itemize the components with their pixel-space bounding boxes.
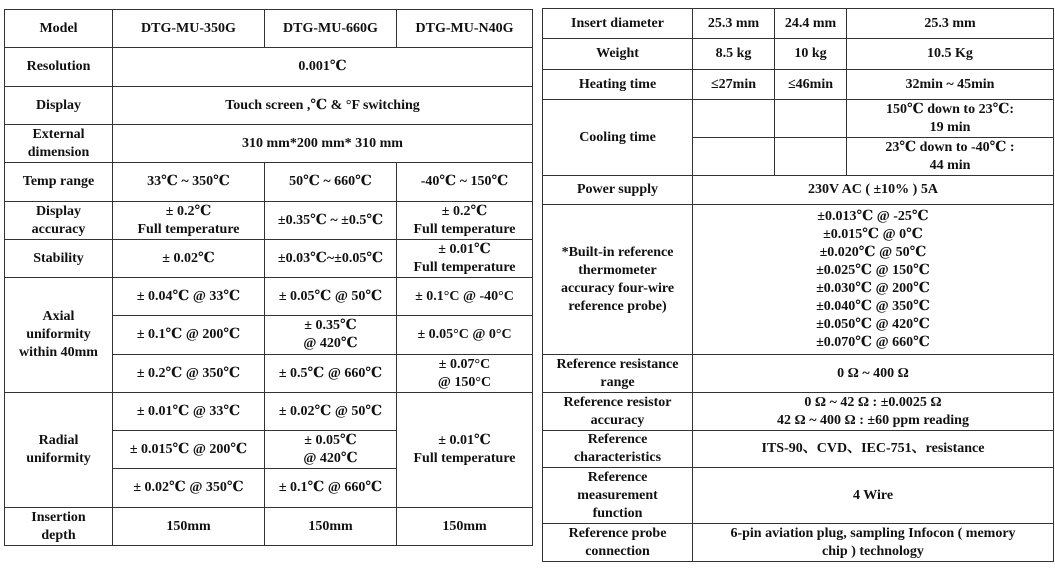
heating-time-350g: ≤27min: [693, 70, 775, 100]
stability-350g: ± 0.02℃: [113, 240, 265, 278]
stability-n40g: ± 0.01℃ Full temperature: [397, 240, 533, 278]
header-row: [5, 10, 533, 48]
ref-measurement-label: Reference measurement function: [543, 468, 693, 524]
ref-accuracy-value: 0 Ω ~ 42 Ω : ±0.0025 Ω 42 Ω ~ 400 Ω : ±60 ppm reading: [693, 393, 1054, 431]
insert-diameter-660g: 24.4 mm: [775, 9, 847, 39]
axial-cell: ± 0.1°C @ -40°C: [397, 278, 533, 316]
cooling-time-empty: [775, 100, 847, 138]
ref-accuracy-label: Reference resistor accuracy: [543, 393, 693, 431]
model-350g: DTG-MU-350G: [113, 10, 265, 48]
model-660g: DTG-MU-660G: [265, 10, 397, 48]
radial-cell: ± 0.05℃ @ 420℃: [265, 431, 397, 469]
resolution-label: Resolution: [5, 48, 113, 87]
display-row: [5, 87, 533, 125]
temp-range-350g: 33℃ ~ 350℃: [113, 163, 265, 202]
ref-measurement-value: 4 Wire: [693, 468, 1054, 524]
ref-resistance-value: 0 Ω ~ 400 Ω: [693, 355, 1054, 393]
insertion-depth-row: [5, 508, 533, 546]
temp-range-row: [5, 163, 533, 202]
radial-cell: ± 0.015℃ @ 200℃: [113, 431, 265, 469]
power-supply-row: [543, 176, 1054, 205]
insert-diameter-label: Insert diameter: [543, 9, 693, 39]
builtin-ref-row: [543, 205, 1054, 355]
left-spec-table: [4, 9, 533, 546]
dimension-row: [5, 125, 533, 163]
axial-cell: ± 0.05°C @ 0°C: [397, 316, 533, 355]
display-accuracy-label: Display accuracy: [5, 202, 113, 240]
temp-range-label: Temp range: [5, 163, 113, 202]
stability-660g: ±0.03℃~±0.05℃: [265, 240, 397, 278]
dimension-label: External dimension: [5, 125, 113, 163]
temp-range-660g: 50℃ ~ 660℃: [265, 163, 397, 202]
radial-row: [5, 393, 533, 431]
ref-resistance-row: [543, 355, 1054, 393]
axial-cell: ± 0.5℃ @ 660℃: [265, 355, 397, 393]
power-supply-value: 230V AC ( ±10% ) 5A: [693, 176, 1054, 205]
axial-cell: ± 0.04℃ @ 33℃: [113, 278, 265, 316]
heating-time-row: [543, 70, 1054, 100]
insertion-depth-n40g: 150mm: [397, 508, 533, 546]
axial-cell: ± 0.2℃ @ 350℃: [113, 355, 265, 393]
display-accuracy-660g: ±0.35℃ ~ ±0.5℃: [265, 202, 397, 240]
builtin-ref-value: ±0.013℃ @ -25℃ ±0.015℃ @ 0℃ ±0.020℃ @ 50℃ ±0.025℃ @ 150℃ ±0.030℃ @ 200℃ ±0.040℃ @ 350℃ ±0.050℃ @ 420℃ ±0.070℃ @ 660℃: [693, 205, 1054, 355]
resolution-row: [5, 48, 533, 87]
axial-cell: ± 0.05℃ @ 50℃: [265, 278, 397, 316]
stability-row: [5, 240, 533, 278]
cooling-time-value: 150℃ down to 23℃: 19 min: [847, 100, 1054, 138]
insert-diameter-350g: 25.3 mm: [693, 9, 775, 39]
display-label: Display: [5, 87, 113, 125]
cooling-time-label: Cooling time: [543, 100, 693, 176]
insert-diameter-n40g: 25.3 mm: [847, 9, 1054, 39]
axial-label: Axial uniformity within 40mm: [5, 278, 113, 393]
builtin-ref-label: *Built-in reference thermometer accuracy four-wire reference probe): [543, 205, 693, 355]
dimension-value: 310 mm*200 mm* 310 mm: [113, 125, 533, 163]
axial-row: [5, 278, 533, 316]
right-spec-table: [542, 8, 1054, 562]
radial-cell: ± 0.01℃ @ 33℃: [113, 393, 265, 431]
insertion-depth-660g: 150mm: [265, 508, 397, 546]
insertion-depth-350g: 150mm: [113, 508, 265, 546]
cooling-time-empty: [775, 138, 847, 176]
ref-probe-connection-row: [543, 524, 1054, 562]
axial-cell: ± 0.1℃ @ 200℃: [113, 316, 265, 355]
weight-660g: 10 kg: [775, 39, 847, 70]
ref-accuracy-row: [543, 393, 1054, 431]
cooling-time-value: 23℃ down to -40℃ : 44 min: [847, 138, 1054, 176]
insertion-depth-label: Insertion depth: [5, 508, 113, 546]
heating-time-n40g: 32min ~ 45min: [847, 70, 1054, 100]
ref-characteristics-value: ITS-90、CVD、IEC-751、resistance: [693, 431, 1054, 468]
display-accuracy-row: [5, 202, 533, 240]
cooling-time-empty: [693, 138, 775, 176]
weight-n40g: 10.5 Kg: [847, 39, 1054, 70]
heating-time-label: Heating time: [543, 70, 693, 100]
cooling-time-empty: [693, 100, 775, 138]
ref-probe-connection-value: 6-pin aviation plug, sampling Infocon ( memory chip ) technology: [693, 524, 1054, 562]
display-value: Touch screen ,℃ & °F switching: [113, 87, 533, 125]
radial-cell: ± 0.1℃ @ 660℃: [265, 469, 397, 508]
ref-measurement-row: [543, 468, 1054, 524]
weight-350g: 8.5 kg: [693, 39, 775, 70]
cooling-time-row: [543, 100, 1054, 138]
ref-probe-connection-label: Reference probe connection: [543, 524, 693, 562]
model-header: Model: [5, 10, 113, 48]
ref-characteristics-row: [543, 431, 1054, 468]
radial-cell: ± 0.02℃ @ 50℃: [265, 393, 397, 431]
power-supply-label: Power supply: [543, 176, 693, 205]
radial-cell: ± 0.02℃ @ 350℃: [113, 469, 265, 508]
model-n40g: DTG-MU-N40G: [397, 10, 533, 48]
radial-label: Radial uniformity: [5, 393, 113, 508]
resolution-value: 0.001℃: [113, 48, 533, 87]
display-accuracy-n40g: ± 0.2℃ Full temperature: [397, 202, 533, 240]
axial-cell: ± 0.35℃ @ 420℃: [265, 316, 397, 355]
display-accuracy-350g: ± 0.2℃ Full temperature: [113, 202, 265, 240]
radial-n40g: ± 0.01℃ Full temperature: [397, 393, 533, 508]
axial-cell: ± 0.07°C @ 150°C: [397, 355, 533, 393]
insert-diameter-row: [543, 9, 1054, 39]
stability-label: Stability: [5, 240, 113, 278]
heating-time-660g: ≤46min: [775, 70, 847, 100]
weight-row: [543, 39, 1054, 70]
ref-characteristics-label: Reference characteristics: [543, 431, 693, 468]
temp-range-n40g: -40℃ ~ 150℃: [397, 163, 533, 202]
ref-resistance-label: Reference resistance range: [543, 355, 693, 393]
weight-label: Weight: [543, 39, 693, 70]
